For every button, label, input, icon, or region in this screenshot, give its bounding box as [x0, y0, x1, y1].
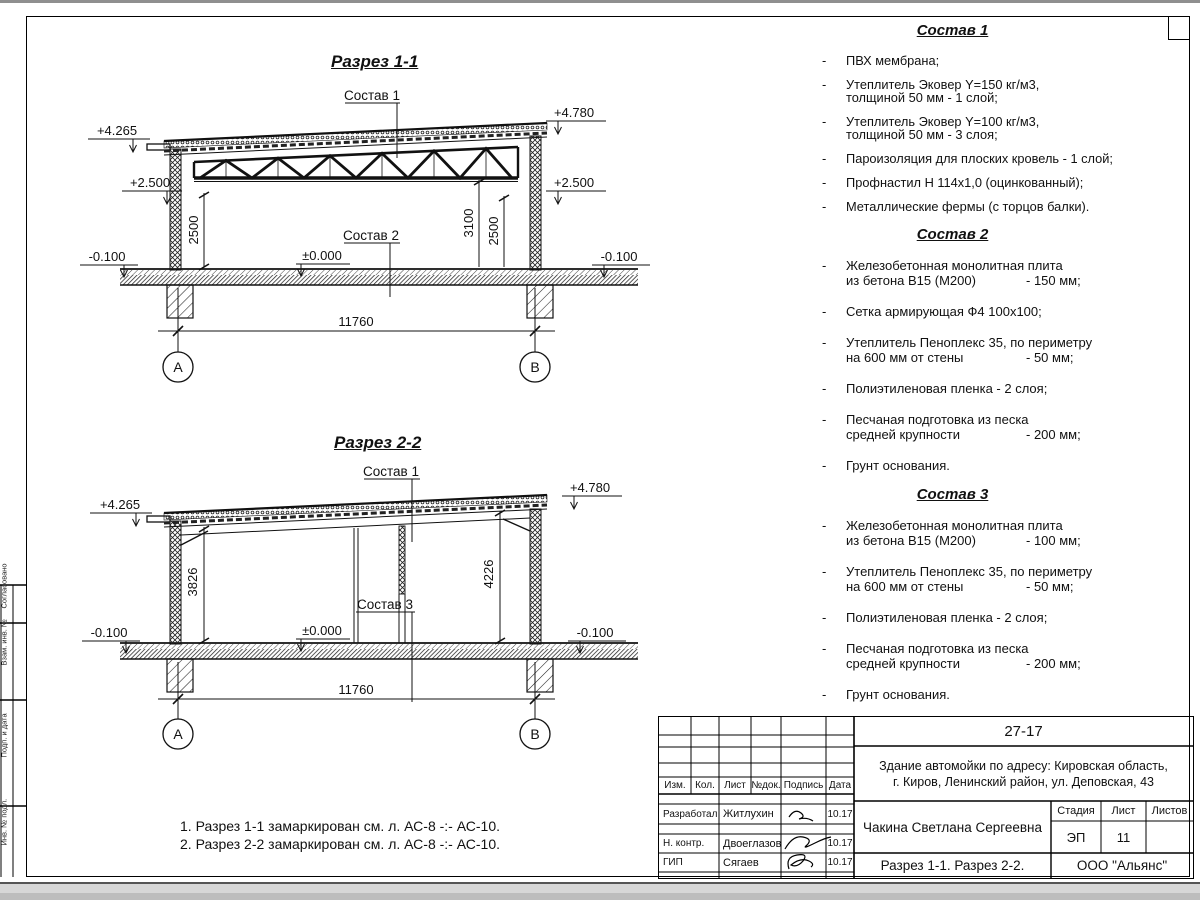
composition-item: [822, 412, 1200, 442]
item-line: Грунт основания.: [846, 687, 950, 702]
item-dash: -: [822, 199, 827, 214]
item-thickness-value: - 200 мм;: [1026, 656, 1081, 671]
item-line: на 600 мм от стены - 50 мм;: [846, 579, 1074, 594]
composition-item: [822, 641, 1200, 671]
row-razrabotal-name: Житлухин: [723, 808, 774, 820]
s2-axis-b: В: [530, 726, 540, 742]
item-dash: -: [822, 641, 827, 656]
row-razrabotal-role: Разработал: [663, 808, 718, 820]
item-thickness-value: - 50 мм;: [1026, 350, 1074, 365]
composition-item: [822, 258, 1200, 288]
sheet-number: 11: [1116, 829, 1131, 845]
row-gip-name: Сягаев: [723, 856, 759, 869]
stamp-label-inv-podl: Инв. № подл.: [0, 798, 9, 846]
stamp-label-podp-data: Подп. и дата: [0, 713, 9, 758]
row-gip-role: ГИП: [663, 857, 683, 868]
stage-label: Стадия: [1057, 805, 1095, 817]
composition-item: [822, 381, 1200, 396]
item-line: Песчаная подготовка из песка: [846, 641, 1029, 656]
composition-list-2: [790, 226, 1200, 489]
s2-elev-left-bot: -0.100: [90, 625, 128, 640]
item-dash: -: [822, 518, 827, 533]
sheets-total: [1146, 821, 1193, 853]
s1-axis-a: А: [173, 359, 183, 375]
item-line: толщиной 50 мм - 3 слоя;: [846, 127, 998, 142]
item-dash: -: [822, 114, 827, 129]
item-dash: -: [822, 610, 827, 625]
row-nkontr-role: Н. контр.: [663, 838, 705, 849]
s2-elev-right-top: +4.780: [569, 480, 611, 495]
item-dash: -: [822, 77, 827, 92]
s1-axis-b: В: [530, 359, 540, 375]
object-line-1: Здание автомойки по адресу: Кировская область,: [879, 758, 1168, 773]
s1-callout-floor: Состав 2: [343, 228, 399, 243]
item-line: ПВХ мембрана;: [846, 53, 940, 68]
s1-elev-right-mid: +2.500: [553, 175, 595, 190]
composition-item: [822, 687, 1200, 702]
note-1: 1. Разрез 1-1 замаркирован см. л. АС-8 -:- АС-10.: [180, 818, 500, 834]
s1-elev-right-top: +4.780: [553, 105, 595, 120]
row-nkontr-name: Двоеглазов: [723, 837, 782, 850]
composition-item: [822, 78, 1200, 104]
company-name: ООО "Альянс": [1076, 858, 1168, 873]
sheet-label: Лист: [1111, 805, 1136, 817]
item-line: из бетона В15 (М200) - 150 мм;: [846, 273, 1081, 288]
composition-3-title: Состав 3: [916, 486, 989, 503]
item-dash: -: [822, 458, 827, 473]
item-thickness-value: - 150 мм;: [1026, 273, 1081, 288]
item-thickness-value: - 100 мм;: [1026, 533, 1081, 548]
item-line: средней крупности - 200 мм;: [846, 656, 1081, 671]
item-thickness-value: - 200 мм;: [1026, 427, 1081, 442]
composition-item: [822, 335, 1200, 365]
s2-callout-floor: Состав 3: [357, 597, 413, 612]
item-dash: -: [822, 175, 827, 190]
header-podpis: Подпись: [783, 780, 824, 791]
item-dash: -: [822, 304, 827, 319]
s2-elev-right-bot: -0.100: [576, 625, 614, 640]
item-line: Утеплитель Эковер Y=100 кг/м3,: [846, 114, 1040, 129]
section-2-drawing: [82, 479, 638, 749]
composition-list-1: [790, 22, 1200, 224]
s2-dim-span: 11760: [338, 682, 374, 697]
header-ndok: №док.: [751, 780, 781, 791]
item-dash: -: [822, 564, 827, 579]
item-line: средней крупности - 200 мм;: [846, 427, 1081, 442]
composition-item: [822, 518, 1200, 548]
item-line: Утеплитель Пеноплекс 35, по периметру: [846, 564, 1093, 579]
item-line: Сетка армирующая Ф4 100х100;: [846, 304, 1042, 319]
s2-elev-left-top: +4.265: [99, 497, 141, 512]
header-data: Дата: [828, 780, 852, 791]
row-razrabotal-date: 10.17: [827, 808, 853, 820]
s1-dim-right-1: 3100: [461, 208, 476, 238]
item-dash: -: [822, 335, 827, 350]
row-nkontr-date: 10.17: [827, 838, 853, 849]
item-dash: -: [822, 687, 827, 702]
s1-elev-floor: ±0.000: [302, 248, 342, 263]
item-line: Грунт основания.: [846, 458, 950, 473]
item-dash: -: [822, 412, 827, 427]
s1-dim-span: 11760: [338, 314, 374, 329]
composition-item: [822, 200, 1200, 213]
sheet-title: Разрез 1-1. Разрез 2-2.: [880, 858, 1025, 873]
item-line: Полиэтиленовая пленка - 2 слоя;: [846, 381, 1048, 396]
item-line: Железобетонная монолитная плита: [846, 258, 1063, 273]
composition-item: [822, 176, 1200, 189]
s1-callout-roof: Состав 1: [344, 88, 400, 103]
composition-2-title: Состав 2: [916, 226, 989, 243]
item-line: из бетона В15 (М200) - 100 мм;: [846, 533, 1081, 548]
section-1-title: Разрез 1-1: [331, 52, 419, 71]
s1-elev-left-top: +4.265: [96, 123, 138, 138]
composition-item: [822, 458, 1200, 473]
s1-elev-right-bot: -0.100: [600, 249, 638, 264]
item-line: на 600 мм от стены - 50 мм;: [846, 350, 1074, 365]
stamp-label-soglasovano: Согласовано: [0, 563, 9, 609]
item-line: Профнастил Н 114х1,0 (оцинкованный);: [846, 175, 1084, 190]
header-list: Лист: [724, 780, 746, 791]
section-2-title: Разрез 2-2: [334, 433, 422, 452]
item-line: Утеплитель Пеноплекс 35, по периметру: [846, 335, 1093, 350]
s1-dim-left: 2500: [186, 215, 201, 245]
composition-item: [822, 152, 1200, 165]
composition-2-items: [790, 258, 1200, 473]
header-kol: Кол.: [695, 780, 715, 791]
s1-elev-left-bot: -0.100: [88, 249, 126, 264]
doc-number: 27-17: [1004, 723, 1043, 740]
s1-dim-right-2: 2500: [486, 216, 501, 246]
composition-1-title: Состав 1: [916, 22, 989, 39]
item-dash: -: [822, 258, 827, 273]
stamp-label-vzam-inv: Взам. инв. №: [0, 619, 9, 666]
s1-elev-left-mid: +2.500: [129, 175, 171, 190]
item-dash: -: [822, 53, 827, 68]
s2-elev-floor: ±0.000: [302, 623, 342, 638]
item-line: Песчаная подготовка из песка: [846, 412, 1029, 427]
item-dash: -: [822, 151, 827, 166]
title-block: [658, 716, 1194, 879]
item-thickness-value: - 50 мм;: [1026, 579, 1074, 594]
composition-1-items: [790, 54, 1200, 213]
row-gip-date: 10.17: [827, 857, 853, 868]
composition-list-3: [790, 486, 1200, 718]
object-line-2: г. Киров, Ленинский район, ул. Деповская, 43: [893, 774, 1154, 789]
object-description: [854, 746, 1193, 801]
sheets-label: Листов: [1151, 805, 1188, 817]
author-name: Чакина Светлана Сергеевна: [862, 819, 1043, 835]
notes-block: [180, 817, 500, 853]
item-line: Железобетонная монолитная плита: [846, 518, 1063, 533]
s2-dim-left: 3826: [185, 567, 200, 597]
s2-dim-right: 4226: [481, 559, 496, 589]
item-line: Металлические фермы (с торцов балки).: [846, 199, 1090, 214]
item-line: Пароизоляция для плоских кровель - 1 слой;: [846, 151, 1113, 166]
item-line: Полиэтиленовая пленка - 2 слоя;: [846, 610, 1048, 625]
item-line: толщиной 50 мм - 1 слой;: [846, 90, 998, 105]
item-dash: -: [822, 381, 827, 396]
item-line: Утеплитель Эковер Y=150 кг/м3,: [846, 77, 1040, 92]
stage-value: ЭП: [1066, 829, 1086, 845]
composition-item: [822, 564, 1200, 594]
composition-item: [822, 54, 1200, 67]
composition-3-items: [790, 518, 1200, 702]
composition-item: [822, 115, 1200, 141]
s2-axis-a: А: [173, 726, 183, 742]
s2-callout-roof: Состав 1: [363, 464, 419, 479]
signature-marks: [785, 811, 831, 869]
composition-item: [822, 304, 1200, 319]
note-2: 2. Разрез 2-2 замаркирован см. л. АС-8 -:- АС-10.: [180, 836, 500, 852]
header-izm: Изм.: [664, 780, 686, 791]
composition-item: [822, 610, 1200, 625]
